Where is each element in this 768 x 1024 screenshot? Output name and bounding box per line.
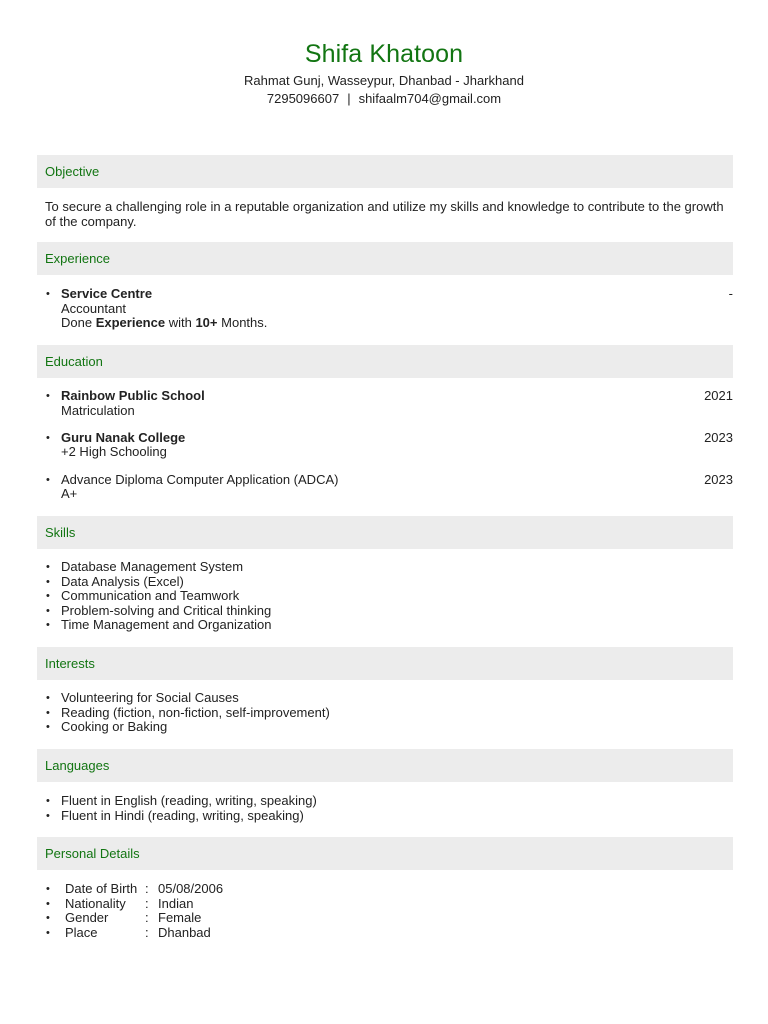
personal-details-list <box>45 882 733 940</box>
experience-desc-mid: with <box>168 315 192 331</box>
contact-separator: | <box>347 91 351 106</box>
experience-list <box>45 287 733 331</box>
education-row <box>61 473 733 488</box>
experience-description <box>61 316 733 331</box>
education-year: 2023 <box>704 429 733 445</box>
personal-detail-row <box>61 926 733 941</box>
personal-detail-colon: : <box>145 924 149 940</box>
education-detail: +2 High Schooling <box>61 444 167 460</box>
personal-detail-item <box>45 911 733 926</box>
experience-date: - <box>728 286 733 301</box>
skills-section <box>45 560 733 633</box>
contact-line <box>0 90 768 108</box>
language-item: • Fluent in English (reading, writing, speaking) <box>45 794 733 809</box>
section-header-interests: Interests <box>37 647 733 680</box>
experience-organization: • Service Centre <box>61 286 153 301</box>
interest-item: • Volunteering for Social Causes <box>45 691 733 706</box>
experience-desc-prefix: Done <box>61 315 93 331</box>
education-item <box>45 389 733 418</box>
education-list <box>45 389 733 502</box>
interests-section <box>45 691 733 735</box>
phone-number: 7295096607 <box>266 91 340 106</box>
interest-item: • Cooking or Baking <box>45 720 733 735</box>
personal-detail-value: Female <box>158 910 202 926</box>
personal-details-section <box>45 882 733 940</box>
experience-item <box>45 287 733 331</box>
address: Rahmat Gunj, Wasseypur, Dhanbad - Jharkhand <box>244 73 524 88</box>
education-institution: • Guru Nanak College <box>61 429 186 445</box>
languages-list <box>45 794 733 823</box>
personal-detail-row <box>61 897 733 912</box>
education-year: 2023 <box>704 471 733 487</box>
education-detail: A+ <box>61 486 78 502</box>
personal-detail-item <box>45 882 733 897</box>
experience-desc-bold2: 10+ <box>195 315 218 331</box>
section-header-experience: Experience <box>37 242 733 275</box>
personal-detail-value: Dhanbad <box>158 924 211 940</box>
personal-detail-label: • Gender <box>65 910 109 926</box>
personal-detail-label: • Nationality <box>65 895 126 911</box>
education-row <box>61 389 733 404</box>
personal-detail-value: 05/08/2006 <box>158 881 224 896</box>
languages-section <box>45 794 733 823</box>
personal-detail-row <box>61 911 733 926</box>
education-row <box>61 431 733 446</box>
education-institution: • Advance Diploma Computer Application (ADCA) <box>61 471 339 487</box>
skill-item: • Problem-solving and Critical thinking <box>45 604 733 619</box>
language-item: • Fluent in Hindi (reading, writing, speaking) <box>45 809 733 824</box>
education-item <box>45 431 733 460</box>
email-address: shifaalm704@gmail.com <box>358 91 502 106</box>
skill-item: • Communication and Teamwork <box>45 589 733 604</box>
education-item <box>45 473 733 502</box>
objective-section <box>45 200 733 229</box>
skills-list <box>45 560 733 633</box>
experience-desc-bold1: Experience <box>95 315 166 331</box>
section-header-education: Education <box>37 345 733 378</box>
personal-detail-colon: : <box>145 881 149 896</box>
interests-list <box>45 691 733 735</box>
objective-text: To secure a challenging role in a reputable organization and utilize my skills and knowledge to contribute to the growth of the company. <box>45 199 724 229</box>
experience-desc-suffix: Months. <box>221 315 268 331</box>
skill-item: • Time Management and Organization <box>45 618 733 633</box>
skill-item: • Database Management System <box>45 560 733 575</box>
education-detail: Matriculation <box>61 402 135 418</box>
section-header-skills: Skills <box>37 516 733 549</box>
resume-header <box>0 38 768 108</box>
personal-detail-item <box>45 926 733 941</box>
education-institution: • Rainbow Public School <box>61 388 205 403</box>
section-header-languages: Languages <box>37 749 733 782</box>
personal-detail-label: • Date of Birth <box>65 881 138 896</box>
education-section <box>45 389 733 502</box>
education-year: 2021 <box>704 388 733 403</box>
section-header-objective: Objective <box>37 155 733 188</box>
interest-item: • Reading (fiction, non-fiction, self-improvement) <box>45 706 733 721</box>
skill-item: • Data Analysis (Excel) <box>45 575 733 590</box>
personal-detail-colon: : <box>145 895 149 911</box>
personal-detail-colon: : <box>145 910 149 926</box>
personal-detail-item <box>45 897 733 912</box>
personal-detail-row <box>61 882 733 897</box>
personal-detail-value: Indian <box>158 895 194 911</box>
experience-row <box>61 287 733 302</box>
candidate-name: Shifa Khatoon <box>304 40 464 68</box>
experience-role: Accountant <box>61 300 127 316</box>
section-header-personal-details: Personal Details <box>37 837 733 870</box>
experience-section <box>45 287 733 331</box>
personal-detail-label: • Place <box>65 924 98 940</box>
